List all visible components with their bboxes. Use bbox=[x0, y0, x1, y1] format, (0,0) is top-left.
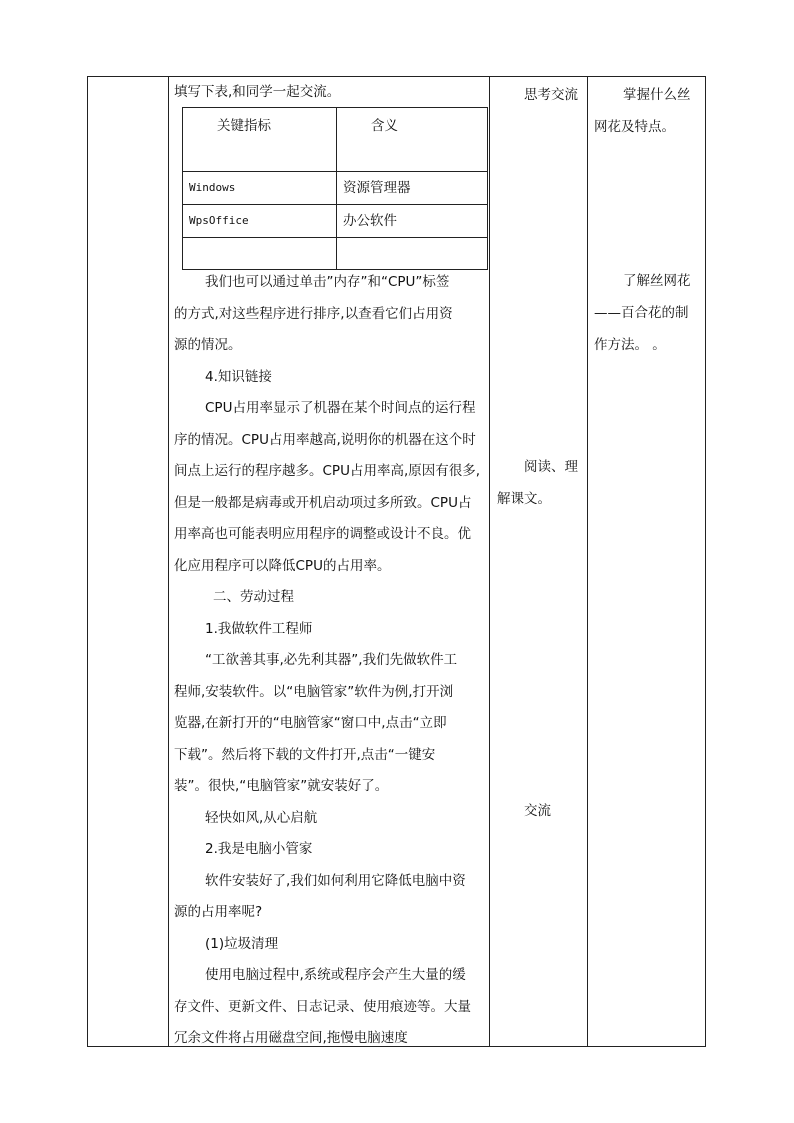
lesson-table bbox=[87, 76, 706, 1047]
column-divider bbox=[489, 77, 490, 1046]
column-divider bbox=[168, 77, 169, 1046]
subsection-heading: 1.我做软件工程师 bbox=[205, 620, 313, 637]
paragraph: 程师,安装软件。以“电脑管家”软件为例,打开浏 bbox=[174, 683, 454, 700]
design-intent-2: 了解丝网花 bbox=[623, 273, 691, 289]
paragraph: 我们也可以通过单击”内存”和“CPU”标签 bbox=[205, 274, 450, 290]
student-activity-read: 阅读、理 bbox=[524, 459, 578, 475]
intro-text: 填写下表,和同学一起交流。 bbox=[174, 84, 341, 100]
table-cell: Windows bbox=[183, 172, 337, 205]
paragraph: 装”。很快,“电脑管家”就安装好了。 bbox=[174, 778, 389, 794]
subsection-heading: (1)垃圾清理 bbox=[205, 935, 279, 952]
table-header-row bbox=[183, 108, 488, 172]
table-cell: 办公软件 bbox=[337, 205, 488, 238]
paragraph: 使用电脑过程中,系统或程序会产生大量的缓 bbox=[205, 967, 466, 983]
paragraph: 存文件、更新文件、日志记录、使用痕迹等。大量 bbox=[174, 998, 471, 1015]
table-cell bbox=[183, 238, 337, 270]
design-intent-1b: 网花及特点。 bbox=[594, 119, 675, 135]
column-divider bbox=[587, 77, 588, 1046]
paragraph: 但是一般都是病毒或开机启动项过多所致。CPU占 bbox=[174, 494, 472, 511]
paragraph: CPU占用率显示了机器在某个时间点的运行程 bbox=[205, 400, 476, 416]
paragraph: 序的情况。CPU占用率越高,说明你的机器在这个时 bbox=[174, 431, 476, 448]
main-content bbox=[174, 77, 486, 109]
design-intent-1: 掌握什么丝 bbox=[623, 87, 691, 103]
table-header-cell: 关键指标 bbox=[183, 108, 337, 172]
paragraph: 间点上运行的程序越多。CPU占用率高,原因有很多, bbox=[174, 463, 481, 479]
student-activity-read-2: 解课文。 bbox=[497, 491, 551, 507]
subsection-heading: 2.我是电脑小管家 bbox=[205, 841, 313, 857]
table-row bbox=[183, 172, 488, 205]
student-activity-exchange: 交流 bbox=[524, 803, 551, 819]
table-header-cell: 含义 bbox=[337, 108, 488, 172]
indicator-table bbox=[182, 107, 488, 270]
design-intent-2c: 作方法。 。 bbox=[594, 337, 666, 353]
paragraph: 源的情况。 bbox=[174, 337, 242, 353]
table-row bbox=[183, 238, 488, 270]
table-cell: WpsOffice bbox=[183, 205, 337, 238]
section-heading: 4.知识链接 bbox=[205, 368, 272, 385]
design-intent-2b: ——百合花的制 bbox=[594, 305, 689, 321]
paragraph: 的方式,对这些程序进行排序,以查看它们占用资 bbox=[174, 305, 453, 322]
paragraph: 软件安装好了,我们如何利用它降低电脑中资 bbox=[205, 872, 466, 889]
paragraph: 化应用程序可以降低CPU的占用率。 bbox=[174, 557, 391, 574]
paragraph: 下载”。然后将下载的文件打开,点击“一键安 bbox=[174, 746, 436, 763]
table-cell bbox=[337, 238, 488, 270]
paragraph: 览器,在新打开的“电脑管家“窗口中,点击“立即 bbox=[174, 715, 447, 731]
section-heading: 二、劳动过程 bbox=[213, 589, 294, 605]
main-body bbox=[174, 267, 486, 1055]
table-cell: 资源管理器 bbox=[337, 172, 488, 205]
paragraph: 用率高也可能表明应用程序的调整或设计不良。优 bbox=[174, 526, 471, 542]
paragraph: 轻快如风,从心启航 bbox=[205, 809, 318, 826]
paragraph: “工欲善其事,必先利其器”,我们先做软件工 bbox=[205, 652, 458, 668]
paragraph: 冗余文件将占用磁盘空间,拖慢电脑速度 bbox=[174, 1030, 408, 1046]
student-activity-think: 思考交流 bbox=[524, 87, 578, 103]
table-row bbox=[183, 205, 488, 238]
paragraph: 源的占用率呢? bbox=[174, 904, 263, 920]
